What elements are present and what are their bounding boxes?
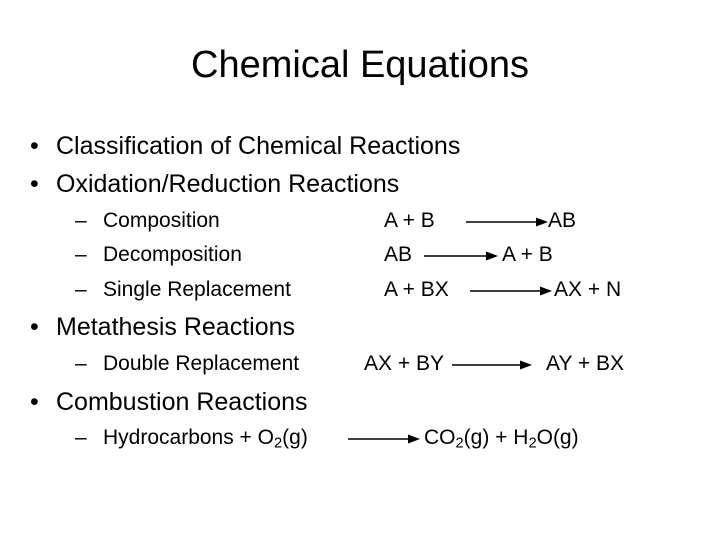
bullet-item-metathesis (30, 313, 295, 342)
subscript: 2 (528, 435, 537, 452)
single-replacement-products: AX + N (554, 278, 622, 301)
bullet-text: Combustion Reactions (56, 388, 308, 416)
subitem-double-replacement (75, 352, 299, 376)
bullet-marker: • (30, 388, 39, 416)
subscript: 2 (455, 435, 464, 452)
subitem-label: Decomposition (103, 243, 242, 266)
subitem-single-replacement (75, 278, 291, 302)
single-replacement-arrow-icon (470, 284, 552, 298)
bullet-item-classification (30, 132, 460, 161)
subitem-label: Double Replacement (103, 352, 300, 375)
hydrocarbons-label-suffix: (g) (282, 426, 308, 449)
slide-title: Chemical Equations (191, 44, 529, 86)
double-replacement-products: AY + BX (546, 352, 625, 375)
double-replacement-reactants: AX + BY (364, 352, 444, 375)
subscript: 2 (274, 435, 283, 452)
combustion-product-part: (g) + H (463, 426, 529, 449)
bullet-item-redox (30, 170, 399, 199)
bullet-text: Metathesis Reactions (56, 313, 296, 341)
dash-marker: – (75, 278, 87, 301)
combustion-product-part: CO (424, 426, 456, 449)
subitem-label: Composition (103, 209, 220, 232)
double-replacement-arrow-icon (452, 358, 532, 372)
bullet-marker: • (30, 313, 39, 341)
subitem-decomposition (75, 243, 242, 267)
decomposition-products: A + B (502, 243, 553, 266)
bullet-text: Oxidation/Reduction Reactions (56, 170, 400, 198)
dash-marker: – (75, 209, 87, 232)
subitem-hydrocarbons (75, 426, 308, 450)
combustion-arrow-icon (348, 432, 420, 446)
single-replacement-reactants: A + BX (384, 278, 449, 301)
combustion-product-part: O(g) (536, 426, 579, 449)
subitem-label: Single Replacement (103, 278, 291, 301)
bullet-marker: • (30, 132, 39, 160)
decomposition-reactants: AB (384, 243, 413, 266)
bullet-text: Classification of Chemical Reactions (56, 132, 461, 160)
bullet-item-combustion (30, 388, 308, 417)
decomposition-arrow-icon (424, 249, 498, 263)
dash-marker: – (75, 352, 87, 375)
hydrocarbons-label-prefix: Hydrocarbons + O (103, 426, 274, 449)
dash-marker: – (75, 243, 87, 266)
subitem-composition (75, 209, 220, 233)
combustion-products (424, 426, 579, 450)
bullet-marker: • (30, 170, 39, 198)
dash-marker: – (75, 426, 87, 449)
composition-reactants: A + B (384, 209, 435, 232)
composition-products: AB (548, 209, 577, 232)
composition-arrow-icon (466, 215, 548, 229)
